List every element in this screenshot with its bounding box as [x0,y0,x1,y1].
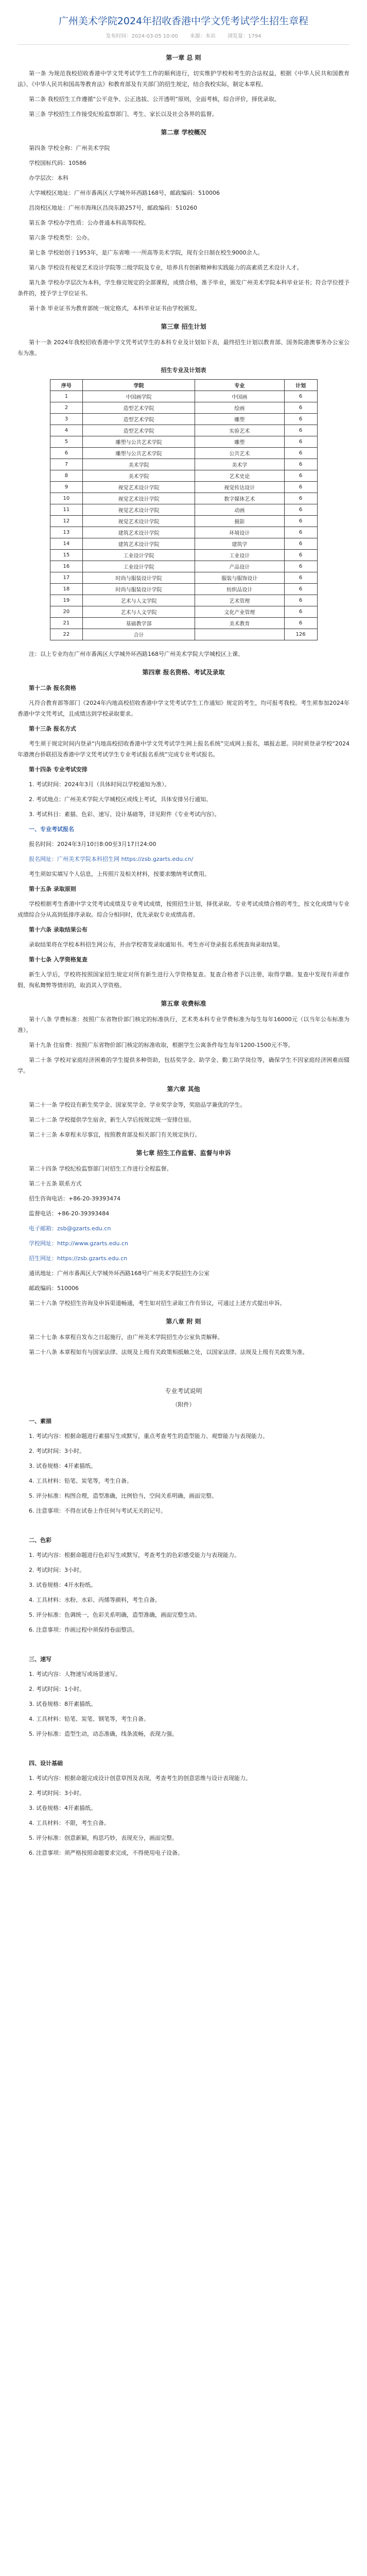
table-cell: 工业设计学院 [83,550,195,561]
table-cell: 5 [50,436,83,448]
table-cell: 1 [50,391,83,402]
table-cell: 12 [50,516,83,527]
article-17-heading: 第十七条 入学资格复查 [29,956,88,963]
table-cell: 22 [50,629,83,640]
appendix-title: 专业考试说明 [165,1387,202,1395]
sketch-item: 3. 试卷规格：4开素描纸。 [29,1463,96,1469]
article-5: 第五条 学校办学性质：公办普通本科高等院校。 [29,219,150,226]
table-cell: 4 [50,425,83,436]
school-website-link[interactable]: 学校网址：http://www.gzarts.edu.cn [29,1240,128,1247]
table-row [50,550,317,561]
view-count: 浏览量：1794 [228,33,261,39]
article-20: 第二十条 学校对家庭经济困难的学生提供多种资助，包括奖学金、助学金、勤工助学岗位等，确保学生不因家庭经济困难而辍学。 [18,1057,349,1074]
chapter-6-title: 第六章 其他 [167,1086,200,1093]
table-cell: 工业设计 [195,550,284,561]
design-item: 3. 试卷规格：4开素描纸。 [29,1805,96,1811]
table-row [50,572,317,584]
table-cell: 10 [50,493,83,504]
color-item: 1. 考试内容：根据命题进行色彩写生或默写，考查考生的色彩感受能力与表现能力。 [29,1552,240,1558]
table-cell: 实验艺术 [195,425,284,436]
article-13-heading: 第十三条 报名方式 [29,725,76,732]
table-cell: 雕塑与公共艺术学院 [83,436,195,448]
section-spacer [18,1520,349,1535]
table-cell: 艺术管理 [195,595,284,606]
table-cell: 20 [50,606,83,618]
table-cell: 时尚与服装设计学院 [83,572,195,584]
table-cell: 服装与服饰设计 [195,572,284,584]
table-row [50,459,317,470]
section-spacer [18,1743,349,1758]
col-header: 计划 [284,380,317,391]
color-item: 3. 试卷规格：4开水粉纸。 [29,1582,96,1588]
article-24: 第二十四条 学校纪检监察部门对招生工作进行全程监督。 [29,1165,172,1172]
article-4: 第四条 学校全称：广州美术学院 [29,145,110,151]
chapter-8-title: 第八章 附 则 [166,1318,201,1325]
article-18: 第十八条 学费标准：按照广东省物价部门核定的标准执行，艺术类本科专业学费标准为每生每年16000元（以当年公布标准为准）。 [18,1016,349,1033]
table-cell: 6 [284,561,317,572]
page-title: 广州美术学院2024年招收香港中学文凭考试学生招生章程 [58,15,309,27]
article-6: 第六条 学校类型：公办。 [29,234,93,241]
contact-supervision-phone: 监督电话：+86-20-39393484 [29,1210,110,1217]
article-27: 第二十七条 本章程自发布之日起施行，由广州美术学院招生办公室负责解释。 [29,1334,223,1341]
table-row [50,629,317,640]
table-row [50,595,317,606]
table-cell: 环境设计 [195,527,284,538]
article-11: 第十一条 2024年我校招收香港中学文凭考试学生的本科专业及计划如下表，最终招生计划以教育部、国务院港澳事务办公室公布为准。 [18,339,349,357]
table-cell: 16 [50,561,83,572]
table-cell: 6 [284,493,317,504]
table-row [50,425,317,436]
design-item: 4. 工具材料：不限，考生自备。 [29,1820,110,1826]
sketch-item: 1. 考试内容：根据命题进行素描写生或默写，重点考查考生的造型能力、观察能力与表现能力。 [29,1433,268,1439]
table-row [50,606,317,618]
table-cell: 2 [50,402,83,414]
registration-instructions: 考生须如实填写个人信息，上传照片及相关材料，按要求缴纳考试费用。 [29,871,210,877]
article-17-body: 新生入学后，学校将按照国家招生规定对所有新生进行入学资格复查。复查合格者予以注册，取得学籍。复查中发现有弄虚作假、徇私舞弊等情形的，取消其入学资格。 [18,971,349,989]
croquis-item: 2. 考试时间：1小时。 [29,1686,85,1692]
table-cell: 美术学院 [83,459,195,470]
design-item: 6. 注意事项：须严格按照命题要求完成，不得使用电子设备。 [29,1850,183,1856]
table-cell: 时尚与服装设计学院 [83,584,195,595]
table-cell: 造型艺术学院 [83,402,195,414]
table-cell: 14 [50,538,83,550]
table-cell: 6 [284,606,317,618]
chapter-7-title: 第七章 招生工作监督、监督与申诉 [136,1149,231,1157]
table-cell: 6 [284,459,317,470]
table-cell: 美术教育 [195,618,284,629]
table-cell: 19 [50,595,83,606]
col-header: 专业 [195,380,284,391]
article-8: 第八条 学校设有视觉艺术设计学院等二级学院及专业，培养具有创新精神和实践能力的高素质艺术设计人才。 [29,264,303,271]
table-row [50,436,317,448]
table-row [50,391,317,402]
enrollment-plan-table [50,379,318,640]
table-cell: 纺织品设计 [195,584,284,595]
table-cell: 6 [284,436,317,448]
table-cell [195,629,284,640]
color-section-title: 二、色彩 [29,1537,51,1544]
croquis-item: 4. 工具材料：铅笔、炭笔、钢笔等，考生自备。 [29,1716,149,1722]
chapter-2-title: 第二章 学校概况 [161,129,206,136]
contact-phone: 招生咨询电话：+86-20-39393474 [29,1195,121,1202]
table-cell: 文化产业管理 [195,606,284,618]
article-3: 第三条 学校招生工作接受纪检监察部门、考生、家长以及社会各界的监督。 [29,111,218,117]
table-cell: 数字媒体艺术 [195,493,284,504]
article-26: 第二十六条 学校招生咨询及申诉渠道畅通，考生如对招生录取工作有异议，可通过上述方式提出申诉。 [29,1300,286,1307]
registration-time: 报名时间：2024年3月10日8:00至3月17日24:00 [29,841,156,848]
table-cell: 6 [284,391,317,402]
table-cell: 基础教学部 [83,618,195,629]
registration-url-link[interactable]: 报名网址：广州美术学院本科招生网 https://zsb.gzarts.edu.cn/ [29,856,194,862]
article-23: 第二十三条 本章程未尽事宜，按照教育部及相关部门有关规定执行。 [29,1131,201,1138]
table-cell: 6 [284,414,317,425]
croquis-section-title: 三、速写 [29,1656,51,1663]
article-19: 第十九条 住宿费：按照广东省物价部门核定的标准收取，根据学生公寓条件每生每年1200-1500元不等。 [29,1042,294,1048]
table-row [50,402,317,414]
article-13-body: 考生须于规定时间内登录“内地高校招收香港中学文凭考试学生网上报名系统”完成网上报名，填报志愿。同时须登录学校“2024年港澳台侨联招及香港中学文凭考试学生专业考试报名系统”完成专业考试报名。 [18,740,349,758]
appendix-subtitle: （附件） [172,1401,195,1408]
table-cell: 视觉艺术设计学院 [83,482,195,493]
article-9: 第九条 学校办学层次为本科，学生修完规定的全部课程，成绩合格，准予毕业，颁发广州美术学院本科毕业证书；符合学位授予条件的，授予学士学位证书。 [18,279,349,297]
admissions-website-link[interactable]: 招生网址：https://zsb.gzarts.edu.cn [29,1255,128,1262]
table-cell: 雕塑 [195,436,284,448]
table-cell: 艺术史论 [195,470,284,482]
chapter-3-title: 第三章 招生计划 [161,323,206,330]
sketch-section-title: 一、素描 [29,1418,51,1425]
color-item: 2. 考试时间：3小时。 [29,1567,85,1573]
table-cell: 美术学院 [83,470,195,482]
table-cell: 6 [284,448,317,459]
table-row [50,584,317,595]
table-cell: 产品设计 [195,561,284,572]
table-cell: 中国画学院 [83,391,195,402]
table-header-row [50,380,317,391]
article-21: 第二十一条 学校设有新生奖学金、国家奖学金、学业奖学金等，奖励品学兼优的学生。 [29,1101,246,1108]
table-cell: 6 [284,618,317,629]
table-cell: 6 [284,425,317,436]
section-spacer [18,1362,349,1376]
sketch-item: 4. 工具材料：铅笔、炭笔等，考生自备。 [29,1478,132,1484]
table-cell: 中国画 [195,391,284,402]
contact-email-link[interactable]: 电子邮箱：zsb@gzarts.edu.cn [29,1225,111,1232]
table-row [50,414,317,425]
article-7: 第七条 学校始创于1953年，是广东省唯一一所高等美术学院，现有全日制在校生9000余人。 [29,249,264,256]
campus-address-2: 昌岗校区地址：广州市海珠区昌岗东路257号，邮政编码：510260 [29,205,197,211]
table-cell: 6 [284,584,317,595]
table-cell: 6 [284,550,317,561]
table-cell: 建筑艺术设计学院 [83,538,195,550]
table-note: 注：以上专业均在广州市番禺区大学城外环西路168号广州美术学院大学城校区上课。 [29,651,243,657]
article-15-heading: 第十五条 录取原则 [29,886,76,892]
article-16-body: 录取结果将在学校本科招生网公布，并由学校寄发录取通知书。考生亦可登录报名系统查询录取结果。 [29,941,284,948]
table-row [50,493,317,504]
table-cell: 6 [284,516,317,527]
table-cell: 6 [284,470,317,482]
design-item: 1. 考试内容：根据命题完成设计创意草图及表现，考查考生的创意思维与设计表现能力。 [29,1775,251,1782]
source: 来源：本站 [189,33,216,39]
article-12-body: 凡符合教育部等部门《2024年内地高校招收香港中学文凭考试学生工作通知》规定的考生，均可报考我校。考生须参加2024年香港中学文凭考试，且成绩达到学校录取要求。 [18,700,349,717]
table-row [50,482,317,493]
table-caption: 招生专业及计划表 [161,367,206,374]
table-cell: 11 [50,504,83,516]
table-cell: 视觉艺术设计学院 [83,516,195,527]
contact-heading: 第二十五条 联系方式 [29,1180,82,1187]
table-cell: 126 [284,629,317,640]
table-body [50,391,317,640]
exam-time: 1. 考试时间：2024年3月（具体时间以学校通知为准）。 [29,781,170,788]
table-cell: 建筑艺术设计学院 [83,527,195,538]
title-divider [18,44,349,45]
croquis-item: 5. 评分标准：造型生动，动态准确，线条流畅，表现力强。 [29,1731,178,1737]
table-cell: 美术学 [195,459,284,470]
table-row [50,448,317,459]
table-row [50,516,317,527]
table-cell: 9 [50,482,83,493]
table-cell: 造型艺术学院 [83,414,195,425]
table-row [50,470,317,482]
table-cell: 摄影 [195,516,284,527]
table-cell: 13 [50,527,83,538]
table-row [50,527,317,538]
croquis-item: 3. 试卷规格：8开素描纸。 [29,1701,96,1707]
sketch-item: 6. 注意事项：不得在试卷上作任何与考试无关的记号。 [29,1507,166,1514]
article-14-heading: 第十四条 专业考试安排 [29,766,88,773]
table-cell: 工业设计学院 [83,561,195,572]
table-row [50,504,317,516]
table-cell: 6 [284,595,317,606]
table-cell: 6 [284,504,317,516]
table-cell: 雕塑 [195,414,284,425]
color-item: 4. 工具材料：水粉、水彩、丙烯等颜料，考生自备。 [29,1597,161,1603]
sketch-item: 5. 评分标准：构图合理，造型准确，比例恰当，空间关系明确，画面完整。 [29,1493,217,1499]
article-16-heading: 第十六条 录取结果公布 [29,926,88,933]
table-cell: 视觉艺术设计学院 [83,493,195,504]
table-row [50,538,317,550]
table-cell: 8 [50,470,83,482]
table-cell: 公共艺术 [195,448,284,459]
design-item: 5. 评分标准：创意新颖，构思巧妙，表现充分，画面完整。 [29,1835,178,1841]
color-item: 6. 注意事项：作画过程中须保持卷面整洁。 [29,1626,138,1633]
table-cell: 3 [50,414,83,425]
article-12-heading: 第十二条 报名资格 [29,685,76,691]
chapter-4-title: 第四章 报名资格、考试及录取 [142,669,225,676]
article-28: 第二十八条 本章程如有与国家法律、法规及上级有关政策相抵触之处，以国家法律、法规及上级有关政策为准。 [29,1349,308,1355]
article-15-body: 学校根据考生香港中学文凭考试成绩及专业考试成绩，按照招生计划，择优录取。专业考试成绩合格的考生，按文化成绩与专业成绩综合分从高到低排序录取。综合分相同时，优先录取专业成绩高者。 [18,901,349,918]
table-cell: 动画 [195,504,284,516]
table-cell: 6 [284,572,317,584]
table-cell: 15 [50,550,83,561]
exam-subjects: 3. 考试科目：素描、色彩、速写、设计基础等，详见附件《专业考试内容》。 [29,811,220,818]
table-cell: 造型艺术学院 [83,425,195,436]
publish-time: 发布时间：2024-03-05 10:00 [106,33,178,39]
table-cell: 6 [284,482,317,493]
croquis-item: 1. 考试内容：人物速写或场景速写。 [29,1671,121,1677]
chapter-5-title: 第五章 收费标准 [161,1000,206,1007]
color-item: 5. 评分标准：色调统一，色彩关系明确，造型准确，画面完整生动。 [29,1612,200,1618]
exam-location: 2. 考试地点：广州美术学院大学城校区或线上考试，具体安排另行通知。 [29,796,212,803]
school-code: 学校国标代码：10586 [29,160,86,166]
article-1: 第一条 为规范我校招收香港中学文凭考试学生工作的顺利进行，切实维护学校和考生的合法权益，根据《中华人民共和国教育法》、《中华人民共和国高等教育法》和教育部及有关部门的招生规定，结合我校实际，制定本章程。 [18,70,349,88]
campus-address-1: 大学城校区地址：广州市番禺区大学城外环西路168号，邮政编码：510006 [29,190,220,196]
table-cell: 雕塑与公共艺术学院 [83,448,195,459]
table-cell: 7 [50,459,83,470]
table-cell: 建筑学 [195,538,284,550]
table-cell: 艺术与人文学院 [83,606,195,618]
design-item: 2. 考试时间：3小时。 [29,1790,85,1797]
sketch-item: 2. 考试时间：3小时。 [29,1448,85,1454]
table-cell: 视觉传达设计 [195,482,284,493]
table-cell: 视觉艺术设计学院 [83,504,195,516]
exam-registration-heading: 一、专业考试报名 [29,826,74,833]
design-section-title: 四、设计基础 [29,1760,63,1767]
table-cell: 6 [284,538,317,550]
col-header: 学院 [83,380,195,391]
article-10: 第十条 毕业证书为教育部统一规定格式，本科毕业证书由学校颁发。 [29,305,201,312]
school-level: 办学层次：本科 [29,175,68,181]
table-cell: 6 [284,402,317,414]
table-cell: 21 [50,618,83,629]
col-header: 序号 [50,380,83,391]
table-row [50,618,317,629]
section-spacer [18,1639,349,1654]
chapter-1-title: 第一章 总 则 [166,54,201,61]
table-cell: 17 [50,572,83,584]
table-cell: 艺术与人文学院 [83,595,195,606]
article-22: 第二十二条 学校提供学生宿舍，新生入学后按规定统一安排住宿。 [29,1116,195,1123]
table-cell: 绘画 [195,402,284,414]
table-cell: 6 [50,448,83,459]
contact-address: 通讯地址：广州市番禺区大学城外环西路168号广州美术学院招生办公室 [29,1270,209,1277]
table-row [50,561,317,572]
article-2: 第二条 我校招生工作遵循“公平竞争、公正选拔、公开透明”原则，全面考核，综合评价，择优录取。 [29,96,280,103]
article-meta [18,31,349,39]
table-cell: 18 [50,584,83,595]
contact-postcode: 邮政编码：510006 [29,1285,79,1292]
table-cell: 合计 [83,629,195,640]
table-cell: 6 [284,527,317,538]
